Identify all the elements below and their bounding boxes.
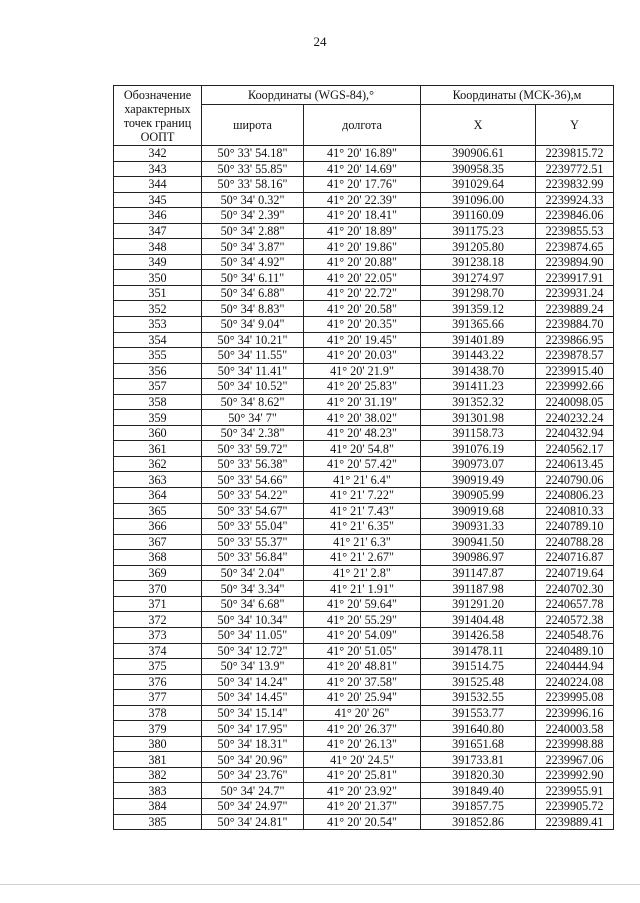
x-cell: 391175.23	[421, 223, 536, 239]
table-row	[114, 581, 614, 597]
table-row	[114, 410, 614, 426]
x-cell: 391443.22	[421, 348, 536, 364]
y-cell: 2240719.64	[536, 565, 614, 581]
table-row	[114, 332, 614, 348]
longitude-cell: 41° 20' 17.76"	[304, 177, 421, 193]
latitude-cell: 50° 34' 17.95"	[202, 721, 304, 737]
y-cell: 2239992.90	[536, 767, 614, 783]
latitude-cell: 50° 34' 24.7"	[202, 783, 304, 799]
table-row	[114, 146, 614, 162]
longitude-cell: 41° 20' 20.88"	[304, 254, 421, 270]
header-x: X	[421, 105, 536, 146]
point-number-cell: 354	[114, 332, 202, 348]
x-cell: 391857.75	[421, 798, 536, 814]
latitude-cell: 50° 34' 2.88"	[202, 223, 304, 239]
longitude-cell: 41° 21' 2.8"	[304, 565, 421, 581]
table-row	[114, 254, 614, 270]
table-row	[114, 565, 614, 581]
x-cell: 391411.23	[421, 379, 536, 395]
point-number-cell: 372	[114, 612, 202, 628]
x-cell: 391238.18	[421, 254, 536, 270]
x-cell: 391291.20	[421, 596, 536, 612]
x-cell: 391096.00	[421, 192, 536, 208]
table-row	[114, 317, 614, 333]
x-cell: 391651.68	[421, 736, 536, 752]
latitude-cell: 50° 34' 6.11"	[202, 270, 304, 286]
longitude-cell: 41° 20' 22.05"	[304, 270, 421, 286]
header-longitude: долгота	[304, 105, 421, 146]
latitude-cell: 50° 34' 12.72"	[202, 643, 304, 659]
latitude-cell: 50° 33' 58.16"	[202, 177, 304, 193]
x-cell: 391205.80	[421, 239, 536, 255]
table-row	[114, 798, 614, 814]
x-cell: 391426.58	[421, 627, 536, 643]
y-cell: 2240790.06	[536, 472, 614, 488]
x-cell: 391532.55	[421, 690, 536, 706]
longitude-cell: 41° 20' 48.81"	[304, 659, 421, 675]
y-cell: 2239894.90	[536, 254, 614, 270]
x-cell: 391029.64	[421, 177, 536, 193]
x-cell: 390958.35	[421, 161, 536, 177]
longitude-cell: 41° 21' 1.91"	[304, 581, 421, 597]
longitude-cell: 41° 21' 2.67"	[304, 550, 421, 566]
table-row	[114, 627, 614, 643]
header-msk36-group: Координаты (МСК-36),м	[421, 86, 614, 105]
latitude-cell: 50° 34' 24.81"	[202, 814, 304, 830]
x-cell: 391852.86	[421, 814, 536, 830]
table-row	[114, 441, 614, 457]
point-number-cell: 365	[114, 503, 202, 519]
longitude-cell: 41° 20' 38.02"	[304, 410, 421, 426]
y-cell: 2239996.16	[536, 705, 614, 721]
latitude-cell: 50° 34' 11.41"	[202, 363, 304, 379]
longitude-cell: 41° 21' 6.3"	[304, 534, 421, 550]
x-cell: 391401.89	[421, 332, 536, 348]
longitude-cell: 41° 20' 21.37"	[304, 798, 421, 814]
latitude-cell: 50° 34' 2.04"	[202, 565, 304, 581]
longitude-cell: 41° 20' 23.92"	[304, 783, 421, 799]
longitude-cell: 41° 21' 6.35"	[304, 519, 421, 535]
coordinates-table	[113, 85, 614, 830]
x-cell: 391849.40	[421, 783, 536, 799]
y-cell: 2240806.23	[536, 488, 614, 504]
y-cell: 2239889.41	[536, 814, 614, 830]
longitude-cell: 41° 20' 51.05"	[304, 643, 421, 659]
longitude-cell: 41° 20' 25.83"	[304, 379, 421, 395]
table-row	[114, 659, 614, 675]
longitude-cell: 41° 20' 18.89"	[304, 223, 421, 239]
latitude-cell: 50° 34' 9.04"	[202, 317, 304, 333]
x-cell: 390986.97	[421, 550, 536, 566]
point-number-cell: 373	[114, 627, 202, 643]
longitude-cell: 41° 20' 54.09"	[304, 627, 421, 643]
point-number-cell: 361	[114, 441, 202, 457]
table-row	[114, 721, 614, 737]
point-number-cell: 366	[114, 519, 202, 535]
x-cell: 391352.32	[421, 394, 536, 410]
x-cell: 391525.48	[421, 674, 536, 690]
x-cell: 391359.12	[421, 301, 536, 317]
table-row	[114, 394, 614, 410]
y-cell: 2240224.08	[536, 674, 614, 690]
table-row	[114, 192, 614, 208]
longitude-cell: 41° 20' 54.8"	[304, 441, 421, 457]
table-row	[114, 379, 614, 395]
point-number-cell: 380	[114, 736, 202, 752]
x-cell: 391158.73	[421, 425, 536, 441]
table-row	[114, 503, 614, 519]
latitude-cell: 50° 34' 0.32"	[202, 192, 304, 208]
y-cell: 2239878.57	[536, 348, 614, 364]
table-row	[114, 736, 614, 752]
point-number-cell: 356	[114, 363, 202, 379]
table-row	[114, 534, 614, 550]
x-cell: 390973.07	[421, 456, 536, 472]
point-number-cell: 351	[114, 285, 202, 301]
x-cell: 391733.81	[421, 752, 536, 768]
point-number-cell: 369	[114, 565, 202, 581]
point-number-cell: 343	[114, 161, 202, 177]
point-number-cell: 385	[114, 814, 202, 830]
y-cell: 2240613.45	[536, 456, 614, 472]
longitude-cell: 41° 20' 16.89"	[304, 146, 421, 162]
table-row	[114, 674, 614, 690]
y-cell: 2240098.05	[536, 394, 614, 410]
longitude-cell: 41° 20' 14.69"	[304, 161, 421, 177]
y-cell: 2240548.76	[536, 627, 614, 643]
point-number-cell: 345	[114, 192, 202, 208]
longitude-cell: 41° 20' 25.94"	[304, 690, 421, 706]
table-row	[114, 456, 614, 472]
latitude-cell: 50° 34' 2.39"	[202, 208, 304, 224]
y-cell: 2239998.88	[536, 736, 614, 752]
table-row	[114, 363, 614, 379]
longitude-cell: 41° 20' 21.9"	[304, 363, 421, 379]
table-row	[114, 690, 614, 706]
x-cell: 390906.61	[421, 146, 536, 162]
longitude-cell: 41° 20' 57.42"	[304, 456, 421, 472]
y-cell: 2239855.53	[536, 223, 614, 239]
x-cell: 391553.77	[421, 705, 536, 721]
longitude-cell: 41° 21' 6.4"	[304, 472, 421, 488]
y-cell: 2239992.66	[536, 379, 614, 395]
latitude-cell: 50° 34' 8.83"	[202, 301, 304, 317]
table-row	[114, 643, 614, 659]
latitude-cell: 50° 34' 13.9"	[202, 659, 304, 675]
longitude-cell: 41° 20' 55.29"	[304, 612, 421, 628]
longitude-cell: 41° 20' 26.37"	[304, 721, 421, 737]
latitude-cell: 50° 33' 54.66"	[202, 472, 304, 488]
longitude-cell: 41° 20' 48.23"	[304, 425, 421, 441]
point-number-cell: 384	[114, 798, 202, 814]
x-cell: 390919.68	[421, 503, 536, 519]
x-cell: 391147.87	[421, 565, 536, 581]
point-number-cell: 359	[114, 410, 202, 426]
longitude-cell: 41° 20' 31.19"	[304, 394, 421, 410]
latitude-cell: 50° 34' 3.34"	[202, 581, 304, 597]
longitude-cell: 41° 20' 19.45"	[304, 332, 421, 348]
latitude-cell: 50° 34' 14.45"	[202, 690, 304, 706]
y-cell: 2239832.99	[536, 177, 614, 193]
longitude-cell: 41° 20' 20.54"	[304, 814, 421, 830]
y-cell: 2240572.38	[536, 612, 614, 628]
x-cell: 391404.48	[421, 612, 536, 628]
point-number-cell: 378	[114, 705, 202, 721]
y-cell: 2239846.06	[536, 208, 614, 224]
y-cell: 2239874.65	[536, 239, 614, 255]
y-cell: 2239915.40	[536, 363, 614, 379]
x-cell: 391076.19	[421, 441, 536, 457]
y-cell: 2240003.58	[536, 721, 614, 737]
table-row	[114, 612, 614, 628]
longitude-cell: 41° 20' 26"	[304, 705, 421, 721]
latitude-cell: 50° 33' 59.72"	[202, 441, 304, 457]
latitude-cell: 50° 33' 55.37"	[202, 534, 304, 550]
y-cell: 2239967.06	[536, 752, 614, 768]
point-number-cell: 346	[114, 208, 202, 224]
latitude-cell: 50° 34' 2.38"	[202, 425, 304, 441]
latitude-cell: 50° 33' 55.04"	[202, 519, 304, 535]
point-number-cell: 383	[114, 783, 202, 799]
latitude-cell: 50° 34' 11.55"	[202, 348, 304, 364]
y-cell: 2239955.91	[536, 783, 614, 799]
x-cell: 391298.70	[421, 285, 536, 301]
longitude-cell: 41° 21' 7.43"	[304, 503, 421, 519]
table-row	[114, 767, 614, 783]
y-cell: 2239772.51	[536, 161, 614, 177]
y-cell: 2240789.10	[536, 519, 614, 535]
y-cell: 2240489.10	[536, 643, 614, 659]
point-number-cell: 348	[114, 239, 202, 255]
longitude-cell: 41° 20' 26.13"	[304, 736, 421, 752]
longitude-cell: 41° 20' 20.03"	[304, 348, 421, 364]
x-cell: 391365.66	[421, 317, 536, 333]
table-row	[114, 814, 614, 830]
latitude-cell: 50° 33' 54.18"	[202, 146, 304, 162]
table-body	[114, 146, 614, 830]
table-row	[114, 348, 614, 364]
latitude-cell: 50° 34' 3.87"	[202, 239, 304, 255]
point-number-cell: 357	[114, 379, 202, 395]
point-number-cell: 353	[114, 317, 202, 333]
longitude-cell: 41° 20' 18.41"	[304, 208, 421, 224]
table-row	[114, 596, 614, 612]
point-number-cell: 381	[114, 752, 202, 768]
point-number-cell: 370	[114, 581, 202, 597]
table-row	[114, 705, 614, 721]
latitude-cell: 50° 33' 54.22"	[202, 488, 304, 504]
y-cell: 2239931.24	[536, 285, 614, 301]
table-row	[114, 208, 614, 224]
point-number-cell: 360	[114, 425, 202, 441]
latitude-cell: 50° 34' 23.76"	[202, 767, 304, 783]
point-number-cell: 375	[114, 659, 202, 675]
x-cell: 391478.11	[421, 643, 536, 659]
longitude-cell: 41° 20' 22.39"	[304, 192, 421, 208]
table-row	[114, 783, 614, 799]
longitude-cell: 41° 20' 19.86"	[304, 239, 421, 255]
y-cell: 2239884.70	[536, 317, 614, 333]
point-number-cell: 367	[114, 534, 202, 550]
point-number-cell: 376	[114, 674, 202, 690]
point-number-cell: 352	[114, 301, 202, 317]
longitude-cell: 41° 20' 37.58"	[304, 674, 421, 690]
table-row	[114, 550, 614, 566]
point-number-cell: 371	[114, 596, 202, 612]
latitude-cell: 50° 34' 7"	[202, 410, 304, 426]
latitude-cell: 50° 33' 56.84"	[202, 550, 304, 566]
y-cell: 2240232.24	[536, 410, 614, 426]
longitude-cell: 41° 20' 24.5"	[304, 752, 421, 768]
y-cell: 2239917.91	[536, 270, 614, 286]
y-cell: 2240432.94	[536, 425, 614, 441]
latitude-cell: 50° 34' 4.92"	[202, 254, 304, 270]
latitude-cell: 50° 34' 11.05"	[202, 627, 304, 643]
point-number-cell: 368	[114, 550, 202, 566]
latitude-cell: 50° 34' 10.52"	[202, 379, 304, 395]
point-number-cell: 362	[114, 456, 202, 472]
point-number-cell: 364	[114, 488, 202, 504]
latitude-cell: 50° 34' 6.88"	[202, 285, 304, 301]
y-cell: 2240788.28	[536, 534, 614, 550]
latitude-cell: 50° 33' 56.38"	[202, 456, 304, 472]
longitude-cell: 41° 20' 22.72"	[304, 285, 421, 301]
x-cell: 391301.98	[421, 410, 536, 426]
point-number-cell: 349	[114, 254, 202, 270]
header-y: Y	[536, 105, 614, 146]
point-number-cell: 382	[114, 767, 202, 783]
y-cell: 2239866.95	[536, 332, 614, 348]
longitude-cell: 41° 20' 20.35"	[304, 317, 421, 333]
y-cell: 2240562.17	[536, 441, 614, 457]
table-row	[114, 519, 614, 535]
latitude-cell: 50° 34' 8.62"	[202, 394, 304, 410]
point-number-cell: 358	[114, 394, 202, 410]
y-cell: 2239905.72	[536, 798, 614, 814]
x-cell: 391274.97	[421, 270, 536, 286]
y-cell: 2240810.33	[536, 503, 614, 519]
table-row	[114, 752, 614, 768]
header-latitude: широта	[202, 105, 304, 146]
table-row	[114, 177, 614, 193]
y-cell: 2239924.33	[536, 192, 614, 208]
longitude-cell: 41° 20' 59.64"	[304, 596, 421, 612]
latitude-cell: 50° 33' 54.67"	[202, 503, 304, 519]
latitude-cell: 50° 34' 14.24"	[202, 674, 304, 690]
point-number-cell: 350	[114, 270, 202, 286]
y-cell: 2240657.78	[536, 596, 614, 612]
point-number-cell: 347	[114, 223, 202, 239]
table-row	[114, 285, 614, 301]
point-number-cell: 363	[114, 472, 202, 488]
longitude-cell: 41° 20' 20.58"	[304, 301, 421, 317]
latitude-cell: 50° 34' 18.31"	[202, 736, 304, 752]
x-cell: 391438.70	[421, 363, 536, 379]
latitude-cell: 50° 34' 10.21"	[202, 332, 304, 348]
y-cell: 2240702.30	[536, 581, 614, 597]
point-number-cell: 344	[114, 177, 202, 193]
longitude-cell: 41° 21' 7.22"	[304, 488, 421, 504]
x-cell: 391160.09	[421, 208, 536, 224]
point-number-cell: 374	[114, 643, 202, 659]
y-cell: 2239995.08	[536, 690, 614, 706]
point-number-cell: 377	[114, 690, 202, 706]
longitude-cell: 41° 20' 25.81"	[304, 767, 421, 783]
y-cell: 2240444.94	[536, 659, 614, 675]
x-cell: 390919.49	[421, 472, 536, 488]
latitude-cell: 50° 34' 24.97"	[202, 798, 304, 814]
page-bottom-divider	[0, 884, 640, 885]
header-wgs84-group: Координаты (WGS-84),°	[202, 86, 421, 105]
table-row	[114, 270, 614, 286]
latitude-cell: 50° 33' 55.85"	[202, 161, 304, 177]
x-cell: 391820.30	[421, 767, 536, 783]
x-cell: 391640.80	[421, 721, 536, 737]
x-cell: 390941.50	[421, 534, 536, 550]
y-cell: 2239815.72	[536, 146, 614, 162]
x-cell: 390905.99	[421, 488, 536, 504]
point-number-cell: 342	[114, 146, 202, 162]
y-cell: 2239889.24	[536, 301, 614, 317]
header-designation: Обозначение характерных точек границ ООПТ	[114, 86, 202, 146]
table-row	[114, 301, 614, 317]
page-number: 24	[313, 34, 327, 49]
table-row	[114, 425, 614, 441]
latitude-cell: 50° 34' 20.96"	[202, 752, 304, 768]
x-cell: 391514.75	[421, 659, 536, 675]
x-cell: 391187.98	[421, 581, 536, 597]
point-number-cell: 379	[114, 721, 202, 737]
table-row	[114, 161, 614, 177]
y-cell: 2240716.87	[536, 550, 614, 566]
table-row	[114, 223, 614, 239]
latitude-cell: 50° 34' 10.34"	[202, 612, 304, 628]
table-row	[114, 239, 614, 255]
x-cell: 390931.33	[421, 519, 536, 535]
table-row	[114, 472, 614, 488]
latitude-cell: 50° 34' 15.14"	[202, 705, 304, 721]
point-number-cell: 355	[114, 348, 202, 364]
latitude-cell: 50° 34' 6.68"	[202, 596, 304, 612]
table-row	[114, 488, 614, 504]
